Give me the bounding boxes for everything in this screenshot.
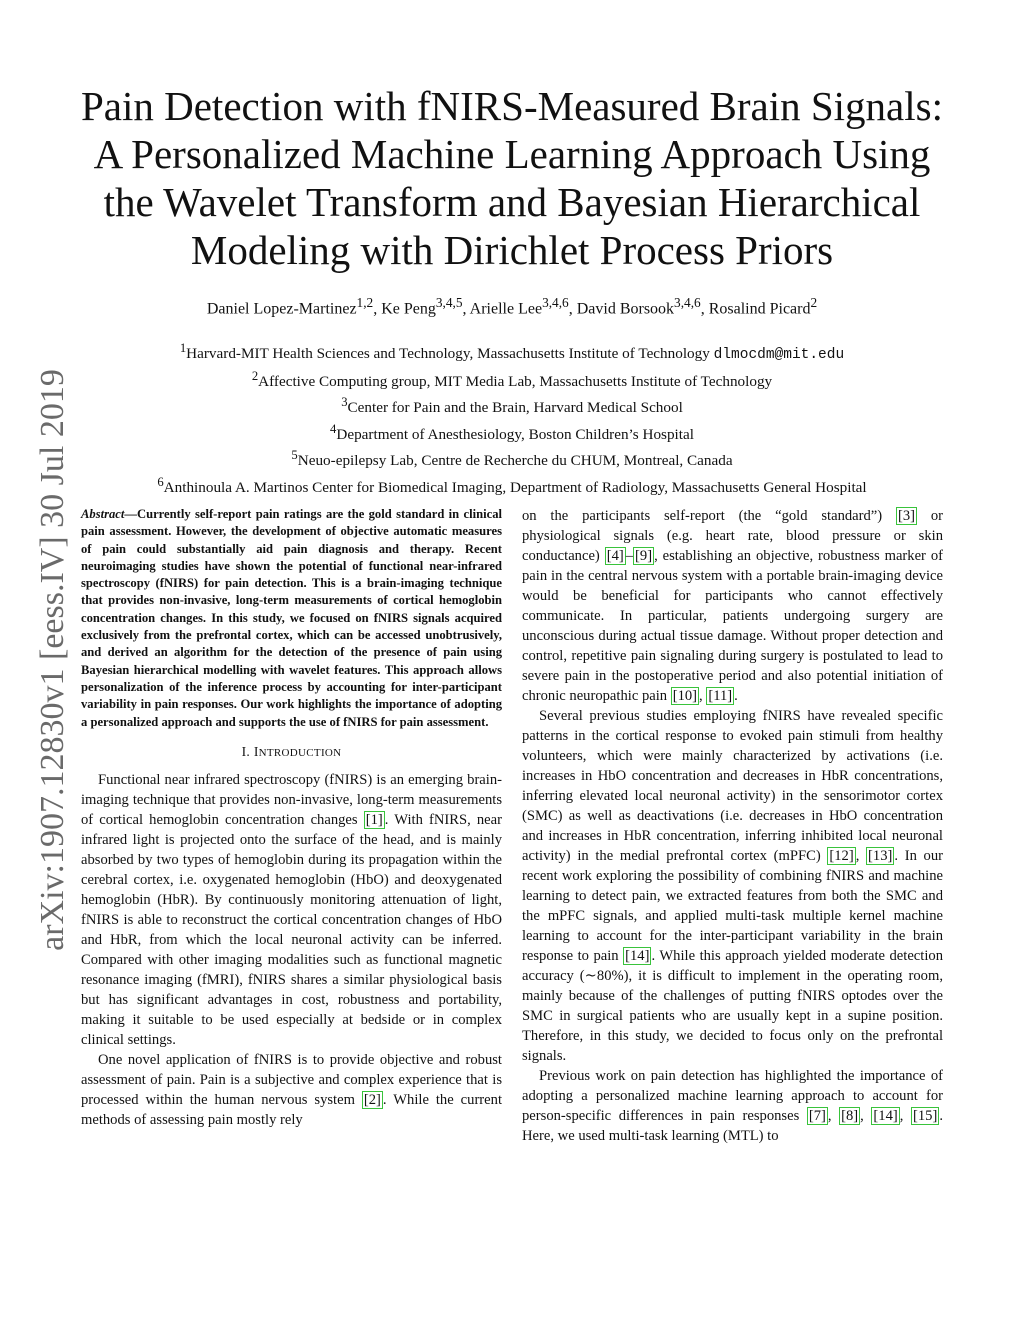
paragraph	[522, 706, 943, 1066]
author-name: Rosalind Picard	[708, 300, 811, 318]
citation-link[interactable]: [11]	[708, 688, 733, 704]
paragraph-text: Functional near infrared spectroscopy (fNIRS) is an emerging brain-imaging technique that provides non-invasive, long-term measurements of cortical hemoglobin concentration changes	[81, 771, 502, 828]
paragraph-text: . In our recent work exploring the possibility of combining fNIRS and machine learning to detect pain, we extracted features from both the SMC and the mPFC signals, and applied multi-task multiple kernel machine learning to account for the inter-participant variability in the brain response to pain	[522, 848, 944, 964]
paragraph-text: One novel application of fNIRS is to provide objective and robust assessment of pain. Pain is a subjective and complex experience that is processed within the human nervous system	[81, 1051, 502, 1108]
affiliation-sup: 4	[330, 421, 337, 436]
affiliation-sup: 3	[341, 395, 348, 410]
affiliation-sup: 6	[157, 474, 164, 489]
affiliation-text: Anthinoula A. Martinos Center for Biomedical Imaging, Department of Radiology, Massachusetts General Hospital	[163, 478, 867, 496]
paper-title	[40, 82, 984, 274]
citation-link[interactable]: [4]	[606, 548, 624, 564]
citation-link[interactable]: [9]	[635, 548, 653, 564]
citation-link[interactable]: [15]	[913, 1108, 938, 1124]
affiliation-text: Harvard-MIT Health Sciences and Technology, Massachusetts Institute of Technology	[186, 345, 710, 363]
citation-link[interactable]: [1]	[365, 811, 383, 828]
abstract-dash: —	[124, 507, 137, 521]
affiliation-list	[60, 338, 964, 498]
accuracy-value: ∼80%	[584, 968, 624, 984]
paragraph	[522, 1066, 943, 1146]
abstract	[81, 506, 502, 731]
paragraph-text: . While this approach yielded moderate detection accuracy (	[522, 948, 943, 984]
separator: ,	[860, 1108, 864, 1124]
email-link[interactable]: dlmocdm@mit.edu	[713, 347, 845, 364]
citation-link[interactable]: [7]	[808, 1108, 826, 1124]
affiliation	[60, 392, 964, 419]
author-sup: 1,2	[356, 295, 374, 310]
title-line: the Wavelet Transform and Bayesian Hierarchical	[103, 179, 921, 225]
intro-body-left	[81, 770, 502, 1130]
paragraph-text: ), it is difficult to implement in the operating room, mainly because of the challenges of putting fNIRS optodes over the SMC in surgical patients who are usually kept in a supine position. Therefore, in this study, we decided to focus only on the prefrontal signals.	[522, 968, 943, 1064]
abstract-label: Abstract	[81, 507, 125, 521]
right-column	[522, 506, 943, 1146]
citation-link[interactable]: [3]	[897, 508, 915, 524]
citation-link[interactable]: [2]	[363, 1091, 381, 1108]
section-title-rest: NTRODUCTION	[258, 746, 342, 759]
author-list: Daniel Lopez-Martinez$^{1,2}$, Ke Peng$^{3,4,5}$, Arielle Lee$^{3,4,6}$, David Borsook$^{3,4,6}$, Rosalind Picard$^2$	[206, 295, 818, 318]
paragraph-text: . While the current methods of assessing pain mostly rely	[81, 1091, 502, 1128]
citation-link[interactable]: [8]	[841, 1108, 859, 1124]
paragraph-text: . Here, we used multi-task learning (MTL) to	[522, 1108, 943, 1144]
abstract-text: Currently self-report pain ratings are the gold standard in clinical pain assessment. However, the development of objective automatic measures of pain could substantially aid pain diagnosis and therapy. Recent neuroimaging studies have shown the potential of functional near-infrared spectroscopy (fNIRS) for pain detection. This is a brain-imaging technique that provides non-invasive, long-term measurements of cortical hemoglobin concentration changes. In this study, we focused on fNIRS signals acquired exclusively from the prefrontal cortex, which can be accessed unobtrusively, and derived an algorithm for the detection of the presence of pain using Bayesian hierarchical modelling with wavelet features. This approach allows personalization of the inference process by accounting for inter-participant variability in pain responses. Our work highlights the importance of adopting a personalized approach and supports the use of fNIRS for pain assessment.	[81, 507, 502, 729]
affiliation-sup: 1	[179, 341, 187, 355]
separator: ,	[855, 848, 867, 864]
paragraph-text: . With fNIRS, near infrared light is projected onto the surface of the head, and is mainly absorbed by two types of hemoglobin during its propagation within the cerebral cortex, i.e. oxygenated hemoglobin (HbO) and deoxygenated hemoglobin (HbR). By continuously monitoring attenuation of light, fNIRS is able to reconstruct the cortical concentration changes of HbO and HbR, from which the local neuronal activity can be inferred. Compared with other imaging modalities such as functional magnetic resonance imaging (fMRI), fNIRS shares a similar physiological basis but has significant advantages in cost, robustness and portability, making it suitable to be used especially at bedside or in complex clinical settings.	[81, 811, 502, 1048]
affiliation-sup: 2	[251, 368, 259, 383]
affiliation	[60, 472, 964, 499]
citation-link[interactable]: [12]	[829, 848, 854, 864]
paragraph	[81, 1050, 502, 1130]
author-name: Arielle Lee	[469, 300, 543, 318]
citation-link[interactable]: [14]	[873, 1108, 898, 1124]
citation-link[interactable]: [14]	[625, 948, 650, 964]
citation-link[interactable]: [10]	[672, 688, 698, 704]
author-sup: 2	[810, 295, 818, 310]
author-sup: 3,4,5	[435, 295, 463, 310]
separator: ,	[827, 1108, 832, 1124]
separator: ,	[699, 688, 707, 704]
section-number: I.	[241, 743, 251, 759]
paragraph-text: Several previous studies employing fNIRS have revealed specific patterns in the cortical response to evoked pain stimuli from healthy volunteers, which were mainly characterized by activations (i.e. increases in HbO concentration and decreases in HbR concentrations, inferring elevated local neuronal activity) in the sensorimotor cortex (SMC) as well as deactivations (i.e. decreases in HbO concentration and increases in HbR concentration, inferring inhibited local neuronal activity) in the medial prefrontal cortex (mPFC)	[522, 708, 943, 864]
arxiv-stamp-text: arXiv:1907.12830v1 [eess.IV] 30 Jul 2019	[34, 369, 71, 951]
paragraph-text: , establishing an objective, robustness marker of pain in the central nervous system with a portable brain-imaging device would be beneficial for participants who cannot effectively communicate. In particular, patients undergoing surgery are unconscious during actual tissue damage. Without proper detection and control, repetitive pain signaling during surgery is postulated to lead to severe pain in the postoperative period and also potential initiation of chronic neuropathic pain	[522, 548, 944, 704]
title-line: Modeling with Dirichlet Process Priors	[190, 227, 834, 273]
author-name: David Borsook	[576, 300, 675, 318]
section-title-initial: I	[253, 743, 259, 759]
paragraph-text: on the participants self-report (the “gold standard”)	[522, 508, 896, 524]
intro-body-right	[522, 506, 943, 1146]
affiliation	[60, 366, 964, 393]
section-heading-introduction	[81, 744, 502, 760]
separator: .	[734, 688, 738, 704]
affiliation-text: Center for Pain and the Brain, Harvard Medical School	[347, 399, 683, 417]
paragraph	[81, 770, 502, 1050]
citation-link[interactable]: [13]	[868, 848, 893, 864]
paragraph-text: or physiological signals (e.g. heart rate, blood pressure or skin conductance)	[522, 508, 943, 564]
affiliation	[60, 338, 964, 366]
title-line: A Personalized Machine Learning Approach Using	[93, 131, 931, 177]
author-sup: 3,4,6	[542, 295, 569, 310]
affiliation	[60, 445, 964, 472]
author-name: Ke Peng	[381, 300, 436, 318]
citation-range-dash: –	[625, 548, 634, 564]
affiliation-sup: 5	[291, 448, 298, 463]
left-column	[81, 506, 502, 1130]
author-sup: 3,4,6	[674, 295, 701, 310]
affiliation	[60, 419, 964, 446]
paragraph	[522, 506, 943, 706]
author-name: Daniel Lopez-Martinez	[206, 300, 357, 318]
affiliation-text: Department of Anesthesiology, Boston Children’s Hospital	[336, 425, 694, 443]
separator: ,	[899, 1108, 904, 1124]
paragraph-text: Previous work on pain detection has highlighted the importance of adopting a personalized machine learning approach to account for person-specific differences in pain responses	[522, 1068, 943, 1124]
title-line: Pain Detection with fNIRS-Measured Brain Signals:	[80, 83, 943, 129]
affiliation-text: Neuo-epilepsy Lab, Centre de Recherche du CHUM, Montreal, Canada	[297, 452, 733, 470]
affiliation-text: Affective Computing group, MIT Media Lab, Massachusetts Institute of Technology	[258, 372, 773, 390]
